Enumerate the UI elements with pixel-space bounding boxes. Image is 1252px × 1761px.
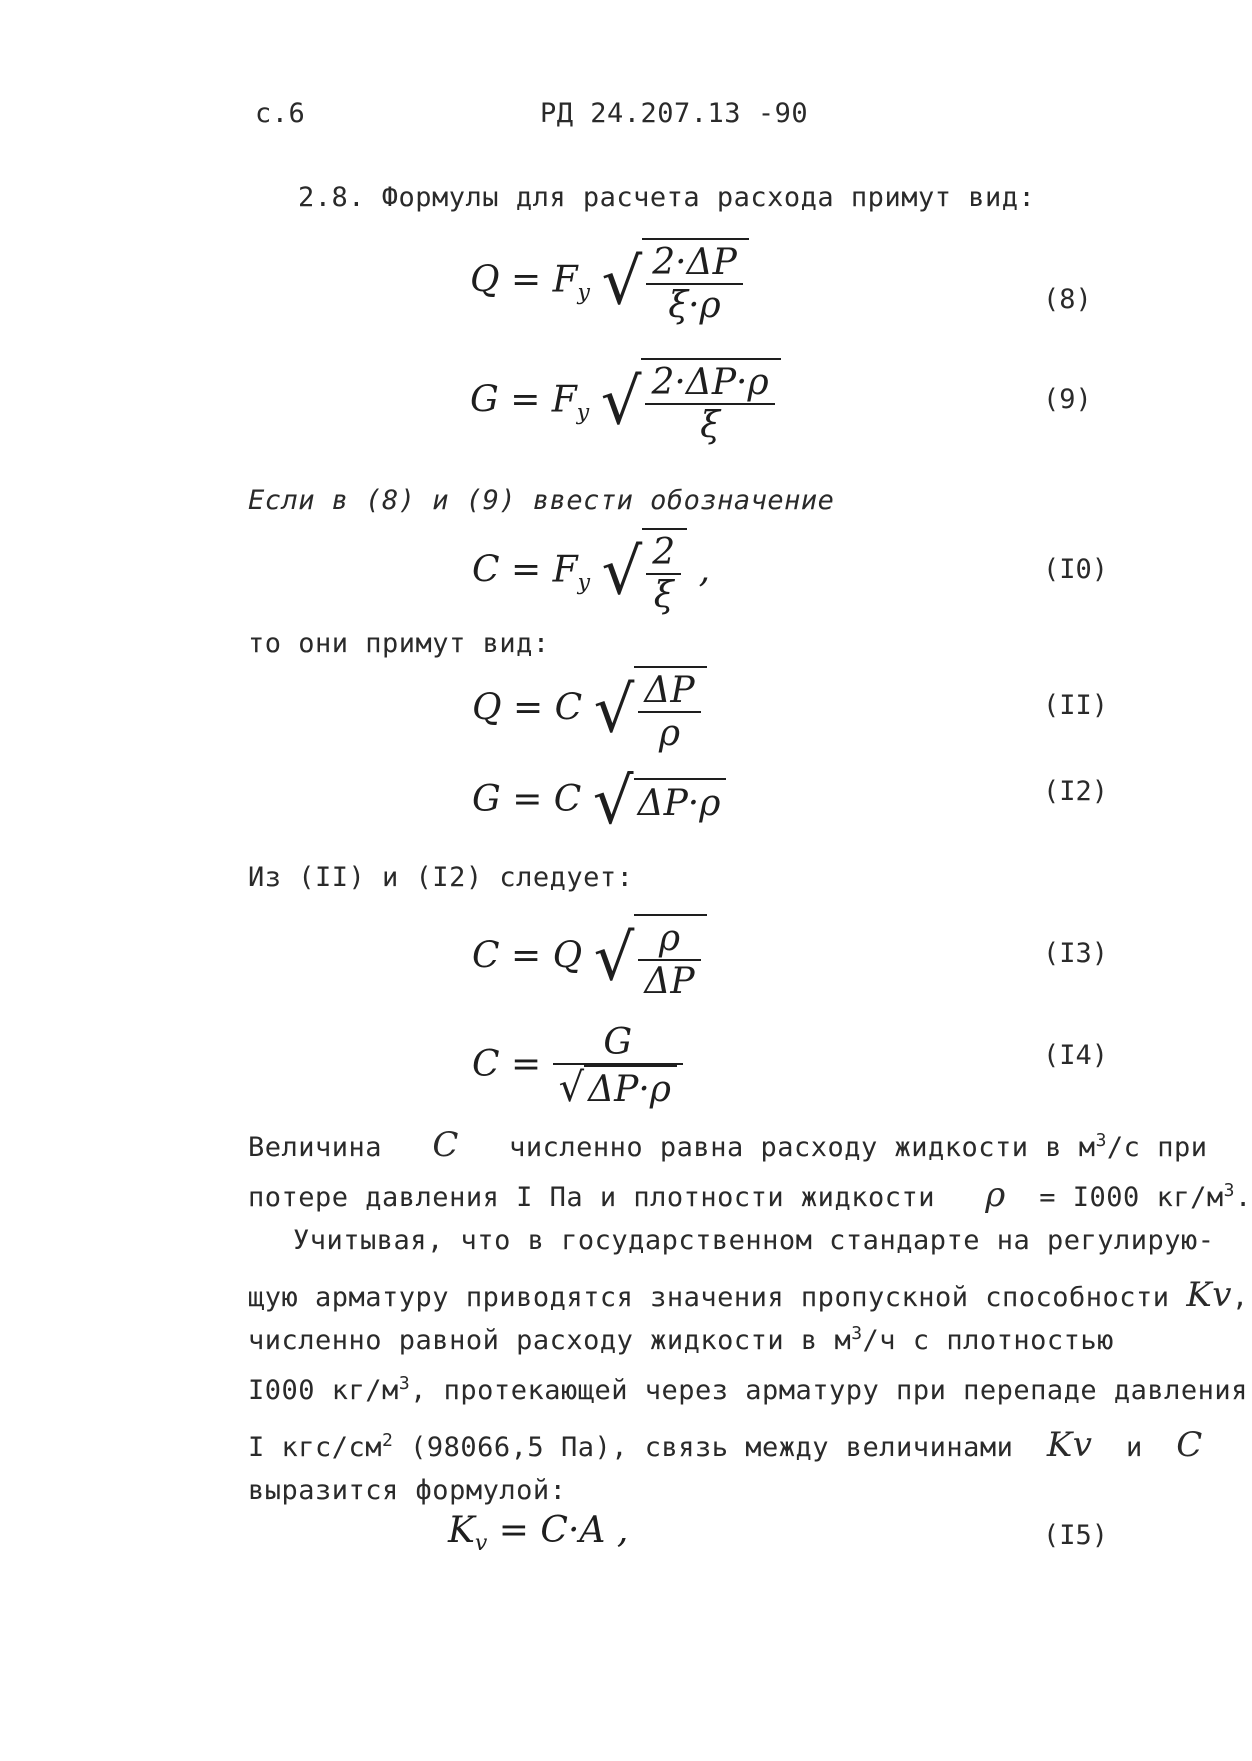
consider-line-6: выразится формулой: xyxy=(248,1475,567,1506)
loss-end: . xyxy=(1234,1182,1252,1213)
equation-number-10: (I0) xyxy=(1043,554,1109,585)
consider-text-3b: /ч с плотностью xyxy=(862,1325,1114,1356)
loss-text: потере давления I Па и плотности жидкости xyxy=(248,1182,935,1213)
value-rest: численно равна расходу жидкости в м xyxy=(509,1132,1096,1163)
equation-number-8: (8) xyxy=(1043,284,1092,315)
page-number: с.6 xyxy=(255,98,306,129)
formula-11: Q = C √ $\frac{\Delta P}{\rho}$ xyxy=(472,666,707,755)
consider-and: и xyxy=(1125,1432,1143,1463)
value-line xyxy=(248,1125,1207,1165)
sup-3: 3 xyxy=(1095,1130,1107,1151)
equation-number-13: (I3) xyxy=(1043,938,1109,969)
symbol-Kv: Kv xyxy=(1186,1275,1232,1315)
value-rest-2: /с при xyxy=(1106,1132,1208,1163)
consider-line-3 xyxy=(248,1325,1114,1356)
consider-text-2: щую арматуру приводятся значения пропускной способности xyxy=(248,1282,1170,1313)
equation-number-11: (II) xyxy=(1043,690,1109,721)
sup-3: 3 xyxy=(1223,1180,1235,1201)
consider-line-4 xyxy=(248,1375,1248,1406)
consider-text-4b: , протекающей через арматуру при перепаде давления xyxy=(410,1375,1248,1406)
formula-8: $Q = F_y$ √ $\frac{2\cdot\Delta P}{\xi\cdot\rho}$ xyxy=(470,238,749,327)
formula-10: $C = F_y$ √ $\frac{2}{\xi}$ , xyxy=(472,528,710,617)
formula-14: C = $\frac{G}{√ \Delta P\cdot\rho}$ xyxy=(472,1022,683,1112)
formula-9: $G = F_y$ √ $\frac{2\cdot\Delta P\cdot\rho}{\xi}$ xyxy=(470,358,781,447)
sup-3: 3 xyxy=(851,1323,863,1344)
density-value: = I000 кг/м xyxy=(1039,1182,1224,1213)
sup-2: 2 xyxy=(382,1430,394,1451)
section-intro: 2.8. Формулы для расчета расхода примут вид: xyxy=(298,182,1036,213)
formula-13: C = Q √ $\frac{\rho}{\Delta P}$ xyxy=(472,914,707,1003)
consider-text-5a: I кгс/см xyxy=(248,1432,383,1463)
consider-line-1: Учитывая, что в государственном стандарте на регулирую- xyxy=(293,1225,1215,1256)
from-line: Из (II) и (I2) следует: xyxy=(248,862,634,893)
consider-text-3a: численно равной расходу жидкости в м xyxy=(248,1325,852,1356)
equation-number-9: (9) xyxy=(1043,384,1092,415)
symbol-Kv: Kv xyxy=(1046,1425,1093,1465)
value-word: Величина xyxy=(248,1132,383,1163)
consider-text-5b: (98066,5 Па), связь между величинами xyxy=(393,1432,1014,1463)
equation-number-15: (I5) xyxy=(1043,1520,1109,1551)
formula-15: $K_v = C\cdot A$ , xyxy=(448,1510,629,1557)
then-line: то они примут вид: xyxy=(248,628,550,659)
definition-intro: Если в (8) и (9) ввести обозначение xyxy=(248,485,835,516)
symbol-C: C xyxy=(432,1125,459,1165)
consider-comma: , xyxy=(1231,1282,1249,1313)
loss-line xyxy=(248,1175,1252,1215)
consider-text-4a: I000 кг/м xyxy=(248,1375,399,1406)
consider-line-2 xyxy=(248,1275,1249,1315)
sup-3: 3 xyxy=(398,1373,411,1394)
symbol-rho: ρ xyxy=(985,1175,1006,1215)
equation-number-12: (I2) xyxy=(1043,776,1109,807)
consider-line-5 xyxy=(248,1425,1203,1465)
equation-number-14: (I4) xyxy=(1043,1040,1109,1071)
symbol-C: C xyxy=(1176,1425,1203,1465)
formula-12: G = C √ ΔP·ρ xyxy=(472,770,726,834)
document-code: РД 24.207.13 -90 xyxy=(540,98,809,129)
